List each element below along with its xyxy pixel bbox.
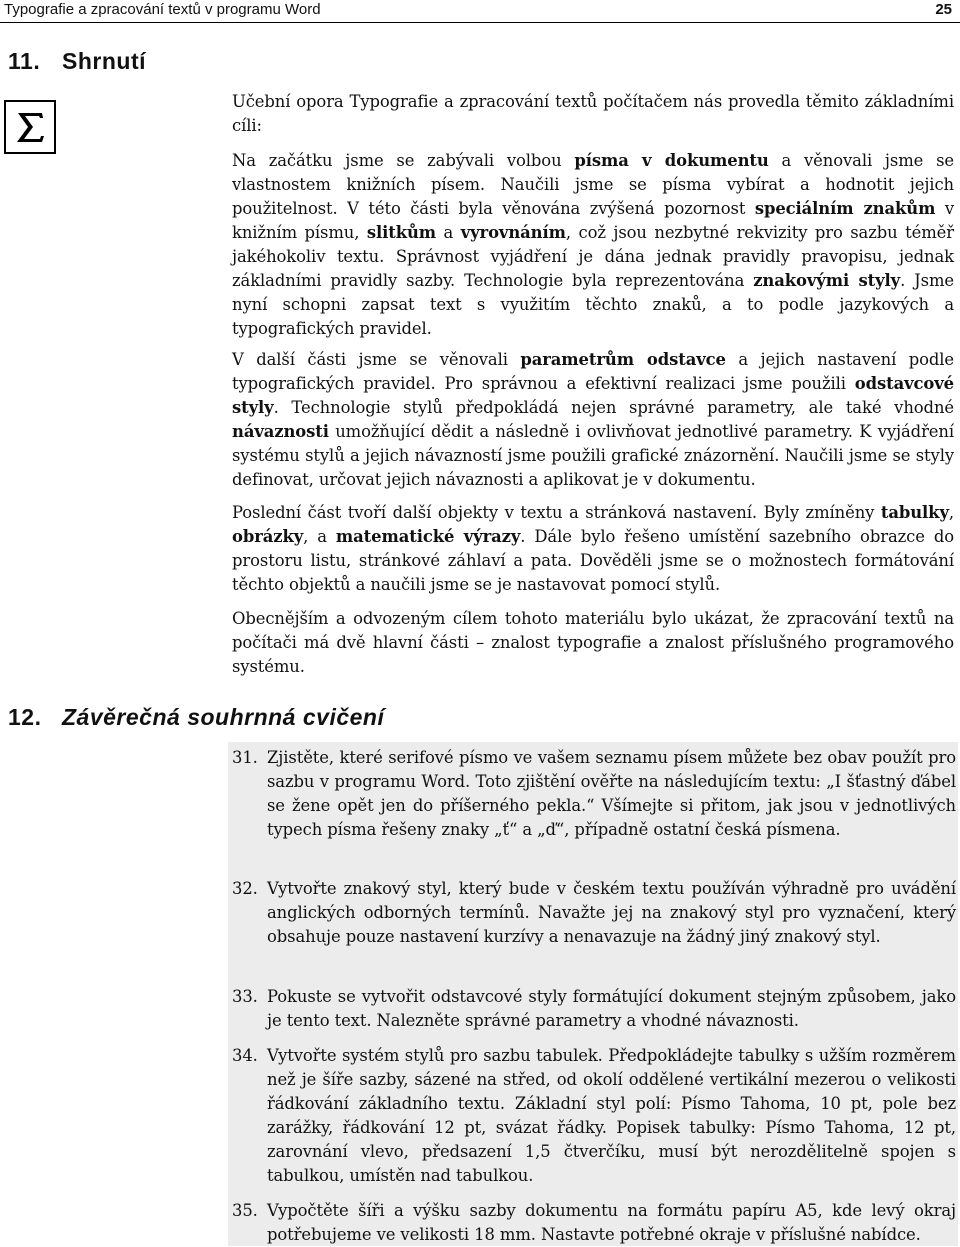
- page-header: [0, 0, 960, 23]
- exercise-text: Pokuste se vytvořit odstavcové styly formátující dokument stejným způsobem, jako je tento text. Nalezněte správné parametry a vhodné návaznosti.: [267, 987, 956, 1030]
- page-number: 25: [935, 1, 952, 18]
- summary-paragraph-styles: V další části jsme se věnovali parametrům odstavce a jejich nastavení podle typografických pravidel. Pro správnou a efektivní realizaci jsme použili odstavcové styly. Technologie stylů předpokládá nejen správné parametry, ale také vhodné návaznosti umožňující dědit a následně i ovlivňovat jednotlivé parametry. K vyjádření systému stylů a jejich návazností jsme použili grafické znázornění. Naučili jsme se styly definovat, určovat jejich návaznosti a aplikovat je v dokumentu.: [232, 350, 954, 489]
- exercise-text: Zjistěte, které serifové písmo ve vašem seznamu písem můžete bez obav použít pro sazbu v programu Word. Toto zjištění ověřte na následujícím textu: „I šťastný ďábel se žene opět jen do příšerného pekla.“ Všímejte si přitom, jak jsou v jednotlivých typech písma řešeny znaky „ť“ a „ď“, případně ostatní česká písmena.: [267, 748, 956, 839]
- section-12-title: Závěrečná souhrnná cvičení: [62, 704, 385, 730]
- header-title: Typografie a zpracování textů v programu Word: [4, 1, 321, 18]
- exercise-number: 31.: [232, 748, 258, 767]
- sigma-summary-icon: [4, 100, 56, 154]
- exercise-text: Vypočtěte šíři a výšku sazby dokumentu na formátu papíru A5, kde levý okraj potřebujeme ve velikosti 18 mm. Nastavte potřebné okraje v příslušné nabídce.: [267, 1201, 956, 1244]
- summary-paragraph-objects: Poslední část tvoří další objekty v textu a stránková nastavení. Byly zmíněny tabulky, obrázky, a matematické výrazy. Dále bylo řešeno umístění sazebního obrazce do prostoru listu, stránkové záhlaví a pata. Dověděli jsme se o možnostech formátování těchto objektů a naučili jsme se je nastavovat pomocí stylů.: [232, 503, 954, 594]
- summary-paragraph-fonts: Na začátku jsme se zabývali volbou písma v dokumentu a věnovali jsme se vlastnostem knižních písem. Naučili jsme se písma vybírat a hodnotit jejich použitelnost. V této části byla věnována zvýšená pozornost speciálním znakům v knižním písmu, slitkům a vyrovnáním, což jsou nezbytné rekvizity pro sazbu téměř jakéhokoliv textu. Správnost vyjádření je dána jednak pravidly pravopisu, jednak základními pravidly sazby. Technologie byla reprezentována znakovými styly. Jsme nyní schopni zapsat text s využitím těchto znaků, a to podle jazykových a typografických pravidel.: [232, 151, 955, 338]
- exercise-number: 33.: [232, 987, 258, 1006]
- exercise-number: 34.: [232, 1046, 258, 1065]
- section-12-number: 12.: [8, 704, 42, 730]
- exercise-number: 32.: [232, 879, 258, 898]
- exercise-text: Vytvořte znakový styl, který bude v českém textu používán výhradně pro uvádění anglických odborných termínů. Navažte jej na znakový styl pro vyznačení, který obsahuje pouze nastavení kurzívy a nenavazuje na žádný jiný znakový styl.: [267, 879, 956, 946]
- section-11-heading: [8, 48, 146, 75]
- exercise-item: [232, 877, 956, 949]
- exercise-item: [232, 985, 956, 1033]
- exercise-item: [232, 746, 956, 842]
- exercise-text: Vytvořte systém stylů pro sazbu tabulek. Předpokládejte tabulky s užším rozměrem než je šíře sazby, sázené na střed, od okolí oddělené vertikální mezerou o velikosti řádkování základního textu. Základní styl polí: Písmo Tahoma, 10 pt, pole bez zarážky, řádkování 12 pt, svázat řádky. Popisek tabulky: Písmo Tahoma, 12 pt, zarovnání vlevo, předsazení 1,5 čtverčíku, musí být nerozdělitelně spojen s tabulkou, umístěn nad tabulkou.: [267, 1046, 956, 1185]
- exercise-item: [232, 1199, 956, 1247]
- section-12-heading: [8, 704, 384, 731]
- section-11-title: Shrnutí: [62, 48, 146, 74]
- exercise-number: 35.: [232, 1201, 258, 1220]
- section-11-number: 11.: [8, 48, 41, 74]
- summary-intro: Učební opora Typografie a zpracování textů počítačem nás provedla těmito základními cíli:: [232, 92, 954, 135]
- summary-paragraph-goal: Obecnějším a odvozeným cílem tohoto materiálu bylo ukázat, že zpracování textů na počítači má dvě hlavní části – znalost typografie a znalost příslušného programového systému.: [232, 609, 954, 676]
- exercise-item: [232, 1044, 956, 1188]
